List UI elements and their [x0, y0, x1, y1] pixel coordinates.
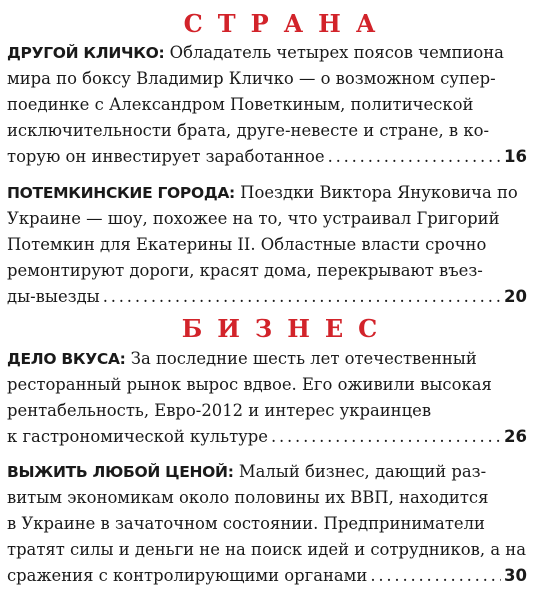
dot-leader	[328, 144, 501, 170]
entry-text: мира по боксу Владимир Кличко — о возможном супер-	[7, 69, 496, 88]
page-number[interactable]: 26	[504, 427, 527, 446]
dot-leader	[103, 284, 501, 310]
entry-text: Поездки Виктора Януковича по	[240, 183, 518, 202]
entry-text: к гастрономической культуре	[7, 427, 268, 446]
entry-text: витым экономикам около половины их ВВП, находится	[7, 488, 489, 507]
entry-headline: ВЫЖИТЬ ЛЮБОЙ ЦЕНОЙ:	[7, 463, 234, 481]
section-title-strana: СТРАНА	[183, 9, 391, 38]
entry-headline: ДРУГОЙ КЛИЧКО:	[7, 44, 165, 62]
toc-entry[interactable]	[7, 180, 527, 310]
entry-text: исключительности брата, друге-невесте и стране, в ко-	[7, 121, 490, 140]
dot-leader	[271, 424, 501, 450]
entry-text: Малый бизнес, дающий раз-	[238, 462, 487, 481]
entry-text: рентабельность, Евро-2012 и интерес украинцев	[7, 401, 432, 420]
toc-entry[interactable]	[7, 40, 527, 170]
dot-leader	[370, 563, 501, 589]
page-number[interactable]: 30	[504, 566, 527, 585]
section-title-biznes: БИЗНЕС	[181, 314, 393, 343]
toc-entry[interactable]	[7, 459, 527, 589]
entry-headline: ДЕЛО ВКУСА:	[7, 350, 126, 368]
entry-text: в Украине в зачаточном состоянии. Предприниматели	[7, 514, 485, 533]
toc-entry[interactable]	[7, 346, 527, 450]
entry-text: сражения с контролирующими органами	[7, 566, 368, 585]
entry-text: торую он инвестирует заработанное	[7, 147, 325, 166]
entry-text: тратят силы и деньги не на поиск идей и сотрудников, а на	[7, 540, 526, 559]
entry-text: Обладатель четырех поясов чемпиона	[169, 43, 504, 62]
entry-text: Потемкин для Екатерины II. Областные власти срочно	[7, 235, 487, 254]
entry-text: ды-выезды	[7, 287, 100, 306]
page-number[interactable]: 20	[504, 287, 527, 306]
entry-text: ресторанный рынок вырос вдвое. Его оживили высокая	[7, 375, 492, 394]
entry-text: ремонтируют дороги, красят дома, перекрывают въез-	[7, 261, 483, 280]
entry-text: Украине — шоу, похожее на то, что устраивал Григорий	[7, 209, 500, 228]
entry-headline: ПОТЕМКИНСКИЕ ГОРОДА:	[7, 184, 235, 202]
entry-text: поединке с Александром Поветкиным, политической	[7, 95, 474, 114]
entry-text: За последние шесть лет отечественный	[130, 349, 477, 368]
page-number[interactable]: 16	[504, 147, 527, 166]
